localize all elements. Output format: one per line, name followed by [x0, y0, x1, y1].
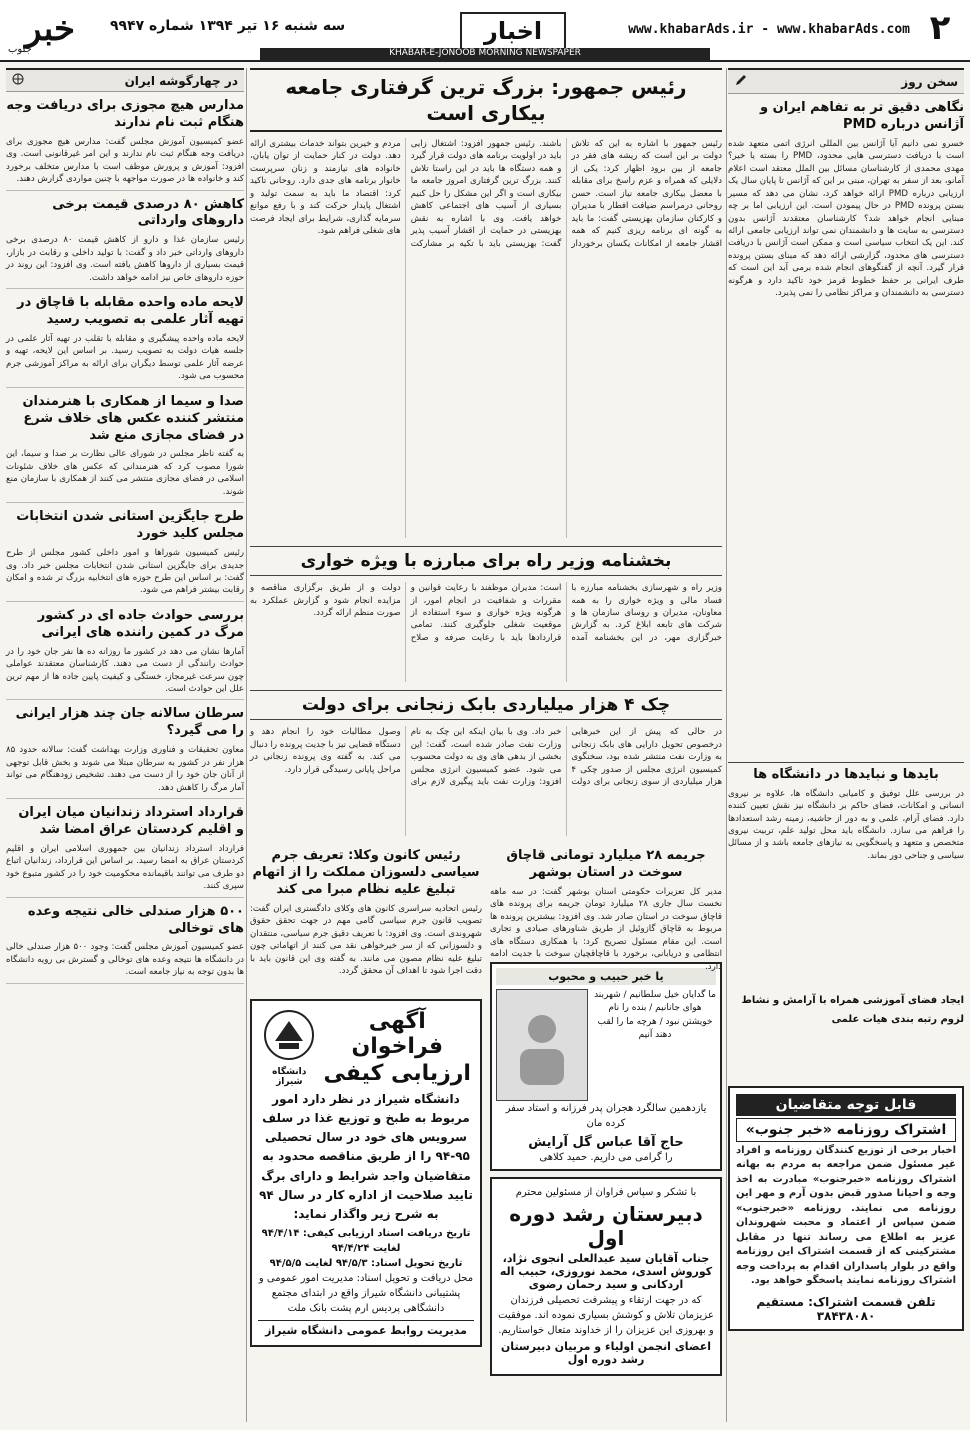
tender-ad-date-1: تاریخ دریافت اسناد ارزیابی کیفی: ۹۴/۴/۱۴ لغایت ۹۴/۴/۲۴: [261, 1228, 471, 1255]
news-item: [6, 295, 244, 388]
condolence-verse: ما گدایان خیل سلطانیم / شهربند هوای جانانیم / بنده را نام خویشتن نبود / هرچه ما را لقب دهند آنیم: [594, 989, 716, 1041]
tender-ad-date-2: تاریخ تحویل اسناد: ۹۴/۵/۳ لغایت ۹۴/۵/۵: [269, 1258, 463, 1270]
news-item-body: لایحه ماده واحده پیشگیری و مقابله با تقلب در تهیه آثار علمی در جلسه هیات دولت به تصویب رسید. بر اساس این لایحه، تهیه و عرضه آثار علمی توسط دیگران برای ارائه به مراکز آموزشی جرم محسوب می شود.: [6, 333, 244, 382]
lead-body: رئیس جمهور با اشاره به این که تلاش دولت بر این است که ریشه های فقر در جامعه از بین برود اظهار کرد: یکی از دلایلی که همراه و عزم راسخ برای مقابله با معضل بیکاری جامعه نیاز است. حسن روحانی درمراسم ضیافت افطار با مدیران و کارکنان سازمان بهزیستی گفت: ما باید به گونه ای برنامه ریزی کنیم که همه اقشار جامعه از امکانات یکسان برخوردار باشند. رئیس جمهور افزود: اشتغال زایی باید در اولویت برنامه های دولت قرار گیرد و همه دستگاه ها باید در این راستا تلاش کنند. بزرگ ترین گرفتاری امروز جامعه ما بیکاری است و اگر این مشکل را حل کنیم بسیاری از آسیب های اجتماعی کاهش خواهد یافت. وی با اشاره به نقش بهزیستی در حمایت از اقشار آسیب پذیر گفت: بهزیستی باید با تکیه بر مشارکت مردم و خیرین بتواند خدمات بیشتری ارائه دهد. دولت در کنار حمایت از توان یابان، خانواده های نیازمند و زنان سرپرست خانوار برنامه های جدی دارد. روحانی تاکید کرد: اقتصاد ما باید به سمت تولید و اشتغال پایدار حرکت کند و با رفع موانع سرمایه گذاری، شرایط برای ایجاد فرصت های شغلی فراهم شود.: [250, 139, 722, 249]
pen-icon: [734, 73, 748, 90]
check-body: در حالی که پیش از این خبرهایی درخصوص تحویل دارایی های بابک زنجانی به وزارت نفت منتشر شده بود، سخنگوی کمیسیون انرژی مجلس از صدور چکی ۴ هزار میلیاردی از سوی زنجانی برای دولت خبر داد. وی با بیان اینکه این چک به نام وزارت نفت صادر شده است، گفت: این بخشی از بدهی های وی به دولت محسوب می شود. عضو کمیسیون انرژی مجلس افزود: وزارت نفت باید پیگیری لازم برای وصول مطالبات خود را انجام دهد و دستگاه قضایی نیز با جدیت پرونده را دنبال می کند. به گفته وی پرونده زنجانی در مراحل پایانی رسیدگی قرار دارد.: [250, 727, 722, 787]
news-item-headline: صدا و سیما از همکاری با هنرمندان منتشر کننده عکس های خلاف شرع در فضای مجازی منع شد: [22, 393, 244, 443]
portrait-photo: [496, 989, 588, 1101]
website-url[interactable]: www.khabarAds.ir - www.khabarAds.com: [628, 22, 910, 37]
check-headline: چک ۴ هزار میلیاردی بابک زنجانی برای دولت: [250, 690, 722, 720]
middle-column: [250, 68, 722, 1422]
lead-headline: رئیس جمهور: بزرگ ترین گرفتاری جامعه بیکاری است: [250, 68, 722, 132]
news-item-body: رئیس سازمان غذا و دارو از کاهش قیمت ۸۰ درصدی برخی داروهای وارداتی خبر داد و گفت: با تولید داخلی و رقابت در بازار، قیمت بسیاری از داروها کاهش یافته است. وی افزود: این روند در حوزه داروهای خاص نیز ادامه خواهد داشت.: [6, 235, 244, 283]
logo-text: خبر: [24, 9, 76, 49]
issue-date: سه شنبه ۱۶ تیر ۱۳۹۴ شماره ۹۹۴۷: [110, 18, 346, 34]
award-body: وزیر راه و شهرسازی بخشنامه مبارزه با فساد مالی و ویژه خواری را به همه معاونان، مدیران و روسای سازمان ها و شرکت های تابعه ابلاغ کرد. به گزارش خبرگزاری مهر، در این بخشنامه آمده است: مدیران موظفند با رعایت قوانین و مقررات و شفافیت در انجام امور، از هرگونه ویژه خواری و سوء استفاده از موقعیت شغلی جلوگیری کنند. تمامی قراردادها باید با رعایت صرفه و صلاح دولت و از طریق برگزاری مناقصه و مزایده انجام شود و گزارش عملکرد به صورت منظم ارائه گردد.: [250, 583, 722, 643]
subscription-notice: [728, 1086, 964, 1331]
tender-ad-place: محل دریافت و تحویل اسناد: مدیریت امور عمومی و پشتیبانی دانشگاه شیراز واقع در ابتدای مجتمع دانشگاهی پردیس ارم پشت بانک ملت: [258, 1273, 474, 1315]
editorial-label: سخن روز: [901, 74, 958, 89]
univ-body: در بررسی علل توفیق و کامیابی دانشگاه ها، علاوه بر نیروی انسانی و امکانات، فضای حاکم بر دانشگاه نیز نقش تعیین کننده دارد. فضای آرام، علمی و به دور از حاشیه، زمینه رشد استعدادها را فراهم می سازد. دانشگاه باید محل تولید علم، تربیت نیروی متخصص و متعهد و پاسخگویی به نیازهای جامعه باشد و از مسائل سیاسی و جناحی دور بماند.: [728, 788, 964, 861]
news-item-headline: سرطان سالانه جان چند هزار ایرانی را می گیرد؟: [15, 706, 244, 739]
news-item-body: عضو کمیسیون آموزش مجلس گفت: وجود ۵۰۰ هزار صندلی خالی در دانشگاه ها نتیجه وعده های توخالی و گسترش بی رویه دانشگاه ها بدون توجه به نیاز جامعه است.: [6, 942, 244, 978]
condolence-inner: [496, 989, 716, 1101]
news-item: [6, 904, 244, 984]
congrats-ad: [490, 1177, 722, 1376]
award-headline: بخشنامه وزیر راه برای مبارزه با ویژه خواری: [250, 546, 722, 576]
news-item-headline: طرح جایگزین استانی شدن انتخابات مجلس کلید خورد: [16, 509, 244, 542]
tender-ad-title-block: [321, 1007, 474, 1088]
left-column: [6, 68, 244, 1422]
person-icon: [512, 1005, 572, 1085]
univ-subhead: ایجاد فضای آموزشی همراه با آرامش و نشاط: [741, 994, 964, 1006]
news-item-headline: قرارداد استرداد زندانیان میان ایران و اقلیم کردستان عراق امضا شد: [18, 805, 244, 837]
left-news-list: [6, 98, 244, 984]
congrats-title: دبیرستان رشد دوره اول: [509, 1201, 703, 1250]
congrats-names: جناب آقایان سید عبدالعلی انجوی نژاد، کوروش اسدی، محمد نوروزی، حبیب اله اردکانی و سید رحمان رضوی: [499, 1251, 713, 1291]
news-item-body: به گفته ناظر مجلس در شورای عالی نظارت بر صدا و سیما، این شورا مصوب کرد که هنرمندانی که عکس های خلاف شئونات اسلامی در فضای مجازی منتشر می کنند از همکاری با سازمان منع شوند.: [6, 449, 244, 497]
tender-ad-body: دانشگاه شیراز در نظر دارد امور مربوط به طبخ و توزیع غذا در سلف سرویس های خود در سال تحصیلی ۹۵-۹۴ را از طریق مناقصه محدود به متقاضیان واجد شرایط و دارای برگ تایید صلاحیت از اداره کار در سال ۹۴ به شرح زیر واگذار نماید:: [259, 1091, 473, 1221]
news-item: [6, 608, 244, 701]
congrats-sign: اعضای انجمن اولیاء و مربیان دبیرستان رشد دوره اول: [500, 1339, 712, 1366]
editorial-body: خسرو نمی دانیم آیا آژانس بین المللی انرژی اتمی متعهد شده است با دریافت دسترسی هایی محدود، PMD را بسته یا خیر؟ مهدی محمدی از کارشناسان مسائل بین الملل معتقد است اعلام آمانو، بعد از سفر به تهران، مبنی بر این که آژانس تا پایان سال یک ارزیابی درباره PMD ارائه خواهد کرد، نشان می دهد که مسیر بستن پرونده PMD در حال پیمودن است. این ارزیابی اما بر چه مبنایی انجام خواهد شد؟ کارشناسان معتقدند آژانس بدون دسترسی به سایت ها و دانشمندان نمی تواند ارزیابی جامعی ارائه کند. این یک انتخاب سیاسی است و ممکن است آژانس با دریافت دسترسی های محدود، گزارشی ارائه دهد که مبنای بستن پرونده قرار گیرد. آنچه از گفتگوهای انجام شده برمی آید این است که طرف ایرانی بر حفظ خطوط قرمز خود تاکید دارد و هرگونه دسترسی به دانشمندان و مراکز نظامی را نمی پذیرد.: [728, 138, 964, 299]
section-title: اخبار: [460, 12, 566, 50]
left-section-label: در چهارگوشه ایران: [124, 73, 238, 88]
news-item: [6, 509, 244, 602]
news-item-headline: لایحه ماده واحده مقابله با قاچاق در تهیه آثار علمی به تصویب رسید: [17, 295, 244, 328]
news-item-headline: کاهش ۸۰ درصدی قیمت برخی داروهای وارداتی: [52, 196, 244, 229]
bushehr-body: مدیر کل تعزیرات حکومتی استان بوشهر گفت: در سه ماهه نخست سال جاری ۲۸ میلیارد تومان جریمه برای پرونده های قاچاق سوخت در استان صادر شد. وی افزود: بیشترین پرونده ها مربوط به قاچاق گازوئیل از طریق شناورهای صیادی و تجاری است. این مقام مسئول تصریح کرد: با همکاری دستگاه های انتظامی و دریابانی، برخورد با قاچاقچیان سوخت با جدیت ادامه دارد.: [490, 886, 723, 972]
subscription-title-2: اشتراک روزنامه «خبر جنوب»: [736, 1118, 956, 1142]
bar-body: رئیس اتحادیه سراسری کانون های وکلای دادگستری ایران گفت: تصویب قانون جرم سیاسی گامی مهم در جهت تحقق حقوق شهروندی است. وی افزود: با تعریف دقیق جرم سیاسی، منتقدان و دلسوزانی که از سر خیرخواهی نقد می کنند از اتهاماتی چون تبلیغ علیه نظام مصون می مانند. به گفته وی این قانون باید با دقت اجرا شود تا اهداف آن محقق گردد.: [250, 903, 482, 977]
left-section-label-bar: [6, 68, 244, 92]
phone-label: تلفن قسمت اشتراک: مستقیم: [756, 1294, 936, 1309]
news-item: [6, 706, 244, 799]
bar-headline: رئیس کانون وکلا: تعریف جرم سیاسی دلسوزان مملکت را از اتهام تبلیغ علیه نظام مبرا می کند: [252, 848, 480, 897]
univ-subhead-2: لزوم رتبه بندی هیات علمی: [831, 1013, 964, 1025]
tender-ad-title-2: ارزیابی کیفی: [323, 1060, 471, 1086]
tender-ad-footer: مدیریت روابط عمومی دانشگاه شیراز: [258, 1320, 474, 1337]
condolence-name: حاج آقا عباس گل آرایش: [528, 1134, 684, 1150]
subscription-body: اخبار برخی از توزیع کنندگان روزنامه و افراد غیر مسئول ضمن مراجعه به مردم به بهانه اشتراک روزنامه «خبرجنوب» مبادرت به اخذ وجه و احیانا صدور قبض بدون آرم و مهر این روزنامه می نمایند. روزنامه «خبرجنوب» ضمن سپاس از اعتماد و محبت شهروندان عزیز به اطلاع می رساند تنها در مقابل مشترکینی که از قسمت اشتراک این روزنامه واقع در بلوار پاسداران اقدام به پرداخت وجه اشتراک روزنامه نمایند پاسخگو خواهد بود.: [736, 1144, 956, 1287]
bushehr-story: [490, 842, 722, 1376]
globe-icon: [12, 73, 24, 88]
news-item: [6, 805, 244, 898]
news-item-body: معاون تحقیقات و فناوری وزارت بهداشت گفت: سالانه حدود ۸۵ هزار نفر در کشور به سرطان مبتلا می شوند و بخش قابل توجهی از آنان جان خود را از دست می دهند. تشخیص زودهنگام می تواند آمار مرگ را کاهش دهد.: [6, 745, 244, 793]
congrats-lead: با تشکر و سپاس فراوان از مسئولین محترم: [515, 1186, 697, 1198]
condolence-title: یا خبر حبیب و محبوب: [496, 968, 716, 985]
news-item: [6, 197, 244, 290]
condolence-text: یازدهمین سالگرد هجران پدر فرزانه و استاد سفر کرده مان: [505, 1102, 707, 1129]
news-item-headline: مدارس هیچ مجوزی برای دریافت وجه هنگام ثبت نام ندارند: [6, 98, 244, 130]
column-divider: [246, 68, 247, 1422]
phone-number: ۳۸۴۳۸۰۸۰: [816, 1308, 876, 1323]
news-item-body: قرارداد استرداد زندانیان بین جمهوری اسلامی ایران و اقلیم کردستان عراق به امضا رسید. بر اساس این قرارداد، زندانیان اتباع دو طرف می توانند باقیمانده محکومیت خود را در کشور متبوع خود سپری کنند.: [6, 843, 244, 892]
mid-bottom-row: [250, 842, 722, 1376]
subscription-title: قابل توجه متقاضیان: [736, 1094, 956, 1116]
subscription-phone[interactable]: [736, 1295, 956, 1323]
news-item-headline: بررسی حوادث جاده ای در کشور مرگ در کمین راننده های ایرانی: [37, 607, 244, 640]
logo-subtitle: جنوب: [8, 44, 32, 55]
news-item: [6, 394, 244, 503]
tender-ad-header: [258, 1007, 474, 1088]
tender-ad-title: آگهی فراخوان: [351, 1008, 444, 1059]
editorial-headline: نگاهی دقیق تر به تفاهم ایران و آژانس درباره PMD: [760, 100, 964, 132]
masthead: [0, 0, 970, 62]
page-number: ۲: [929, 8, 951, 48]
right-column: [728, 68, 964, 1422]
university-emblem-icon: [261, 1007, 317, 1063]
bushehr-headline: جریمه ۲۸ میلیارد تومانی قاچاق سوخت در استان بوشهر: [506, 848, 706, 881]
masthead-strip: KHABAR-E-JONOOB MORNING NEWSPAPER: [260, 48, 710, 62]
university-logo: [258, 1007, 321, 1087]
bar-story: [250, 842, 482, 1376]
university-logo-text: دانشگاه شیراز: [272, 1067, 307, 1088]
tender-ad: [250, 999, 482, 1347]
column-divider: [726, 68, 727, 1422]
condolence-sign: را گرامی می داریم. حمید کلاهی: [539, 1151, 673, 1163]
univ-headline: بایدها و نبایدها در دانشگاه ها: [728, 762, 964, 784]
news-item-body: آمارها نشان می دهد در کشور ما روزانه ده ها نفر جان خود را در حوادث رانندگی از دست می دهند. کارشناسان معتقدند عواملی چون سرعت غیرمجاز، خستگی و کیفیت پایین جاده ها از مهم ترین علل این حوادث است.: [6, 646, 244, 694]
news-item-headline: ۵۰۰ هزار صندلی خالی نتیجه وعده های توخالی: [27, 903, 244, 936]
news-item-body: عضو کمیسیون آموزش مجلس گفت: مدارس هیچ مجوزی برای دریافت وجه هنگام ثبت نام ندارند و این امر غیرقانونی است. وی افزود: آموزش و پرورش موظف است با مدارس متخلف برخورد کند و خانواده ها در صورت مواجهه با چنین مواردی گزارش دهند.: [6, 136, 244, 185]
condolence-ad: [490, 962, 722, 1171]
congrats-body: که در جهت ارتقاء و پیشرفت تحصیلی فرزندان عزیزمان تلاش و کوشش بسیاری نموده اند. موفقیت و بهروزی این عزیزان را از خداوند متعال خواستاریم.: [498, 1294, 714, 1336]
news-item: [6, 98, 244, 191]
news-item-body: رئیس کمیسیون شوراها و امور داخلی کشور مجلس از طرح جدیدی برای جایگزین استانی شدن انتخابات مجلس خبر داد. وی گفت: بر اساس این طرح حوزه های انتخابیه بزرگ تر شده و امکان رقابت بیشتر فراهم می شود.: [6, 548, 244, 596]
editorial-label-bar: [728, 68, 964, 94]
